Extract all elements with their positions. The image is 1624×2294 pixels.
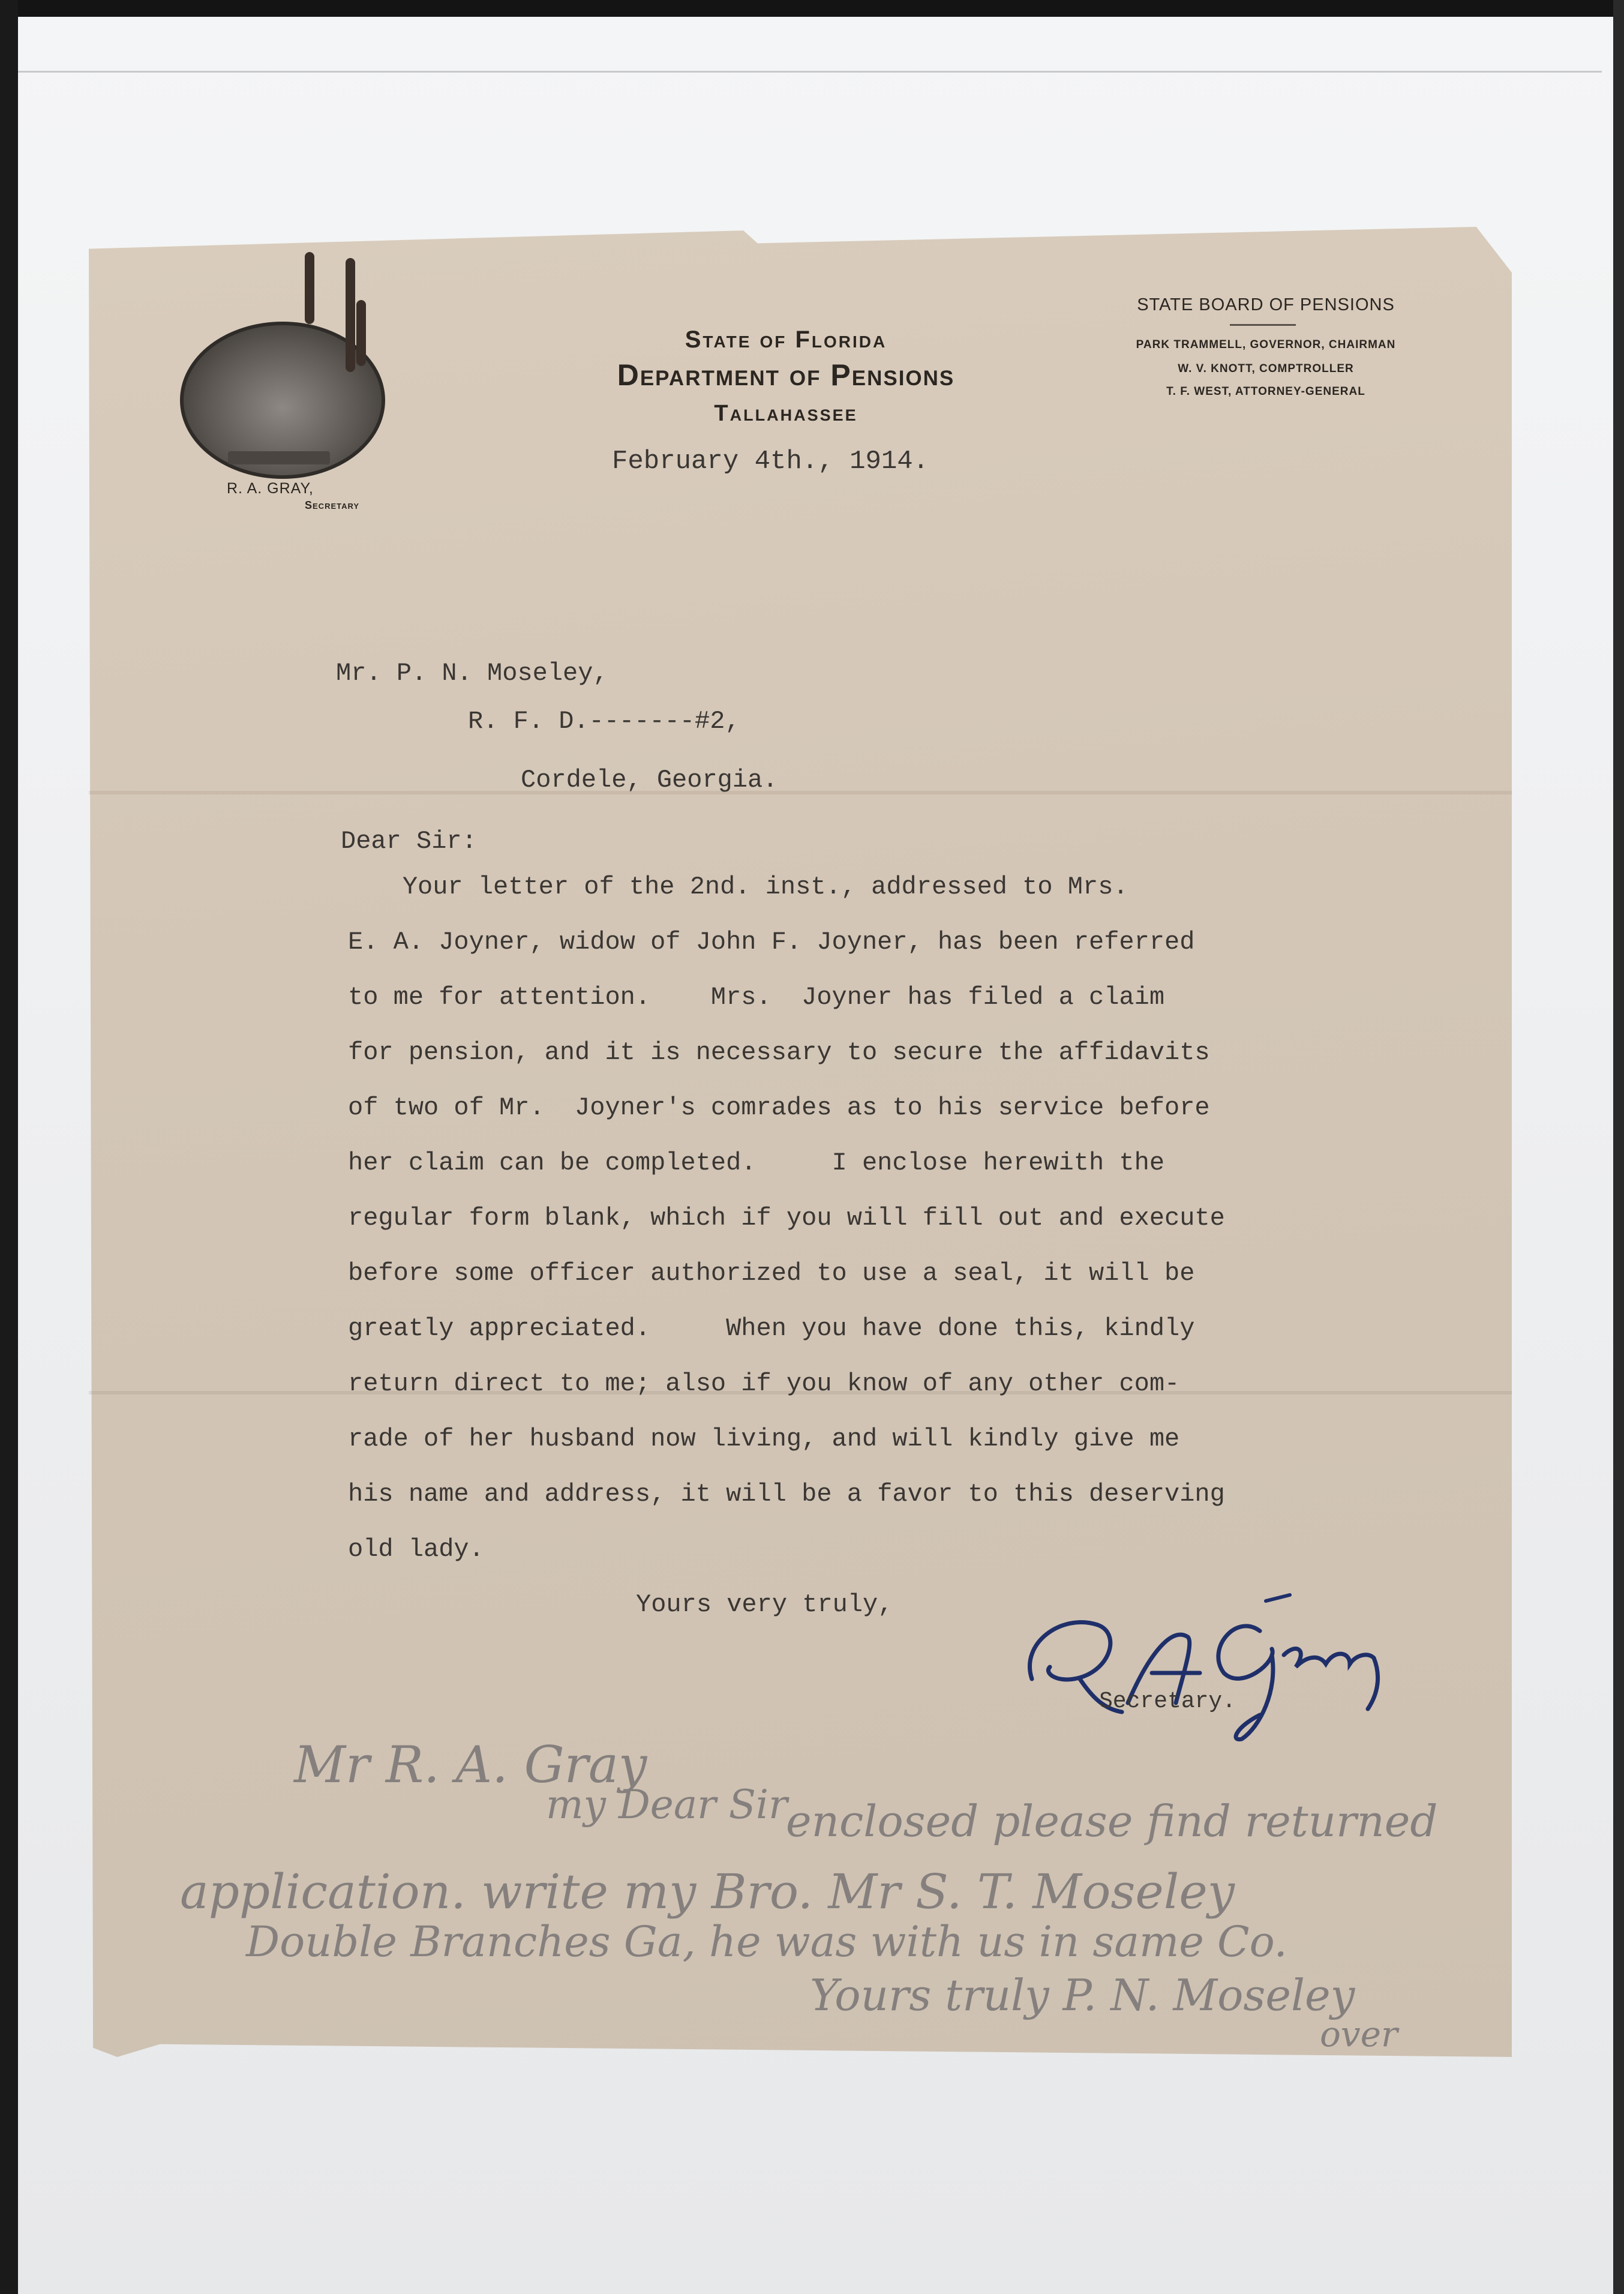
letterhead-state: State of Florida xyxy=(685,326,887,353)
body-line: Your letter of the 2nd. inst., addressed to Mrs. xyxy=(342,872,1128,901)
handwritten-line: application. write my Bro. Mr S. T. Moseley xyxy=(180,1864,1235,1920)
board-member: W. V. KNOTT, COMPTROLLER xyxy=(1178,362,1354,375)
body-line: return direct to me; also if you know of any other com- xyxy=(348,1369,1180,1398)
body-line: his name and address, it will be a favor to this deserving xyxy=(348,1480,1225,1509)
board-title: STATE BOARD OF PENSIONS xyxy=(1137,295,1395,314)
handwritten-line: enclosed please find returned xyxy=(786,1796,1438,1846)
scan-frame-top xyxy=(0,0,1624,17)
handwritten-line: Double Branches Ga, he was with us in same Co. xyxy=(246,1917,1287,1966)
handwritten-line: Mr R. A. Gray xyxy=(294,1735,647,1794)
body-line: greatly appreciated. When you have done this, kindly xyxy=(348,1314,1195,1343)
scan-frame-line xyxy=(18,71,1602,73)
paper-fold xyxy=(89,791,1512,794)
handwritten-line: my Dear Sir xyxy=(546,1782,788,1828)
handwritten-reply xyxy=(162,1728,1512,2052)
board-member: PARK TRAMMELL, GOVERNOR, CHAIRMAN xyxy=(1136,338,1396,351)
body-line: rade of her husband now living, and will kindly give me xyxy=(348,1425,1180,1453)
signature-icon xyxy=(1008,1589,1428,1745)
body-line: for pension, and it is necessary to secure the affidavits xyxy=(348,1038,1210,1067)
ink-mark xyxy=(346,258,355,372)
seal-motto-band xyxy=(228,451,330,464)
scan-frame-right xyxy=(1613,0,1624,2294)
handwritten-line: Yours truly P. N. Moseley xyxy=(810,1970,1355,2020)
ink-mark xyxy=(305,252,314,324)
handwritten-line: over xyxy=(1320,2014,1398,2052)
closing: Yours very truly, xyxy=(636,1590,893,1619)
body-line: her claim can be completed. I enclose herewith the xyxy=(348,1149,1165,1177)
address-line: Cordele, Georgia. xyxy=(521,766,778,794)
board-divider xyxy=(1230,324,1296,326)
body-line: regular form blank, which if you will fill out and execute xyxy=(348,1204,1225,1233)
salutation: Dear Sir: xyxy=(341,827,477,856)
body-line: of two of Mr. Joyner's comrades as to his service before xyxy=(348,1093,1210,1122)
body-line: to me for attention. Mrs. Joyner has filed a claim xyxy=(348,983,1165,1012)
letterhead-city: Tallahassee xyxy=(714,401,858,426)
body-line: before some officer authorized to use a seal, it will be xyxy=(348,1259,1195,1288)
letterhead-department: Department of Pensions xyxy=(617,358,955,392)
scan-frame-left xyxy=(0,0,18,2294)
signature-title: Secretary. xyxy=(1099,1689,1236,1714)
board-member: T. F. WEST, ATTORNEY-GENERAL xyxy=(1166,385,1365,398)
secretary-name: R. A. GRAY, xyxy=(227,480,314,497)
secretary-title: Secretary xyxy=(305,499,360,511)
letter-date: February 4th., 1914. xyxy=(612,446,929,476)
ink-mark xyxy=(356,300,366,366)
address-line: Mr. P. N. Moseley, xyxy=(336,659,608,688)
body-line: old lady. xyxy=(348,1535,484,1564)
body-line: E. A. Joyner, widow of John F. Joyner, has been referred xyxy=(348,928,1195,956)
address-line: R. F. D.-------#2, xyxy=(468,707,740,736)
